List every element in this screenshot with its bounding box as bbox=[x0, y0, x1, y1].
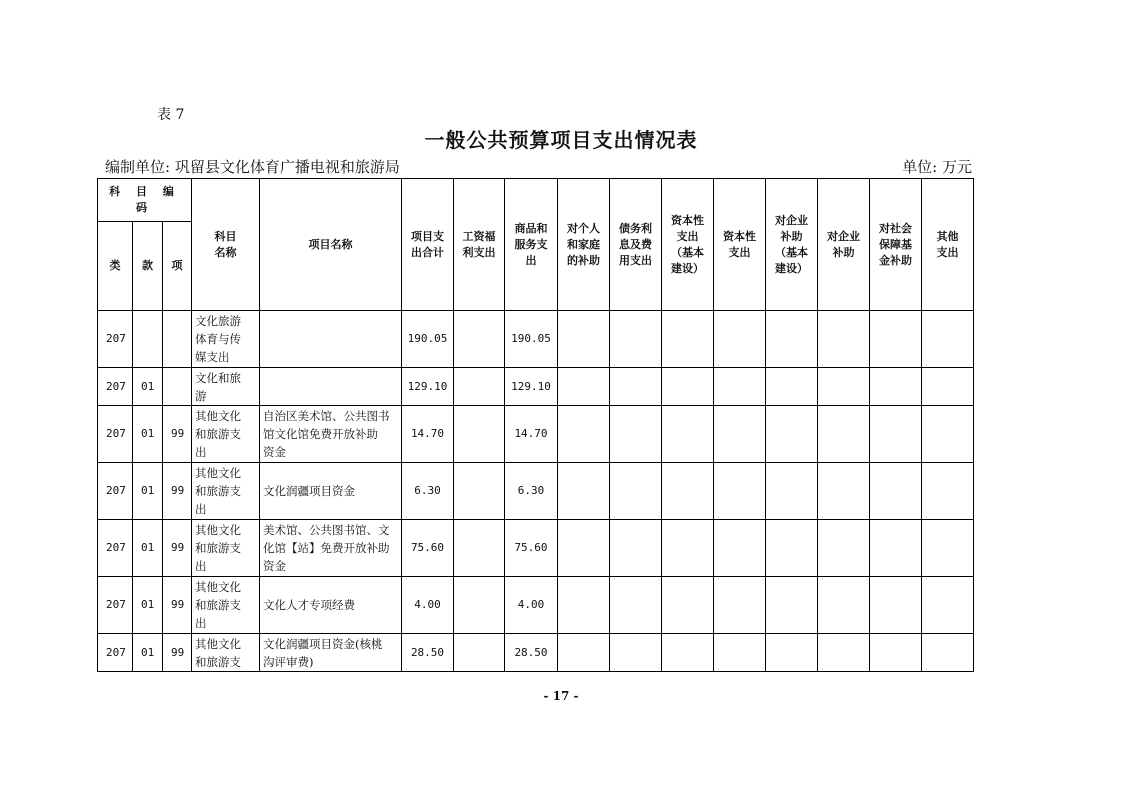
header-code-group: 科 目 编 码 bbox=[98, 179, 192, 222]
cell-project-name: 文化润疆项目资金(核桃 沟评审费) bbox=[260, 634, 402, 672]
cell-capital bbox=[714, 406, 766, 463]
cell-kuan: 01 bbox=[133, 634, 163, 672]
cell-wages bbox=[454, 463, 505, 520]
table-row bbox=[98, 520, 974, 577]
header-debt-text: 债务利 息及费 用支出 bbox=[619, 221, 652, 267]
cell-goods: 190.05 bbox=[505, 311, 558, 368]
cell-goods: 4.00 bbox=[505, 577, 558, 634]
header-subject-name bbox=[192, 179, 260, 311]
cell-subject-name: 文化旅游 体育与传 媒支出 bbox=[192, 311, 260, 368]
cell-goods: 14.70 bbox=[505, 406, 558, 463]
cell-total: 190.05 bbox=[402, 311, 454, 368]
cell-kuan: 01 bbox=[133, 463, 163, 520]
header-kuan: 款 bbox=[133, 222, 163, 311]
cell-social-security bbox=[870, 368, 922, 406]
cell-social-security bbox=[870, 577, 922, 634]
cell-capital-basic bbox=[662, 463, 714, 520]
cell-capital bbox=[714, 368, 766, 406]
cell-total: 6.30 bbox=[402, 463, 454, 520]
cell-debt bbox=[610, 634, 662, 672]
cell-personal bbox=[558, 577, 610, 634]
header-total bbox=[402, 179, 454, 311]
cell-debt bbox=[610, 368, 662, 406]
cell-capital-basic bbox=[662, 520, 714, 577]
table-number: 表 7 bbox=[157, 107, 185, 123]
cell-wages bbox=[454, 520, 505, 577]
cell-xiang: 99 bbox=[163, 634, 192, 672]
cell-other bbox=[922, 368, 974, 406]
header-debt bbox=[610, 179, 662, 311]
cell-project-name: 文化人才专项经费 bbox=[260, 577, 402, 634]
cell-xiang: 99 bbox=[163, 577, 192, 634]
cell-capital-basic bbox=[662, 406, 714, 463]
cell-xiang: 99 bbox=[163, 406, 192, 463]
cell-lei: 207 bbox=[98, 463, 133, 520]
cell-personal bbox=[558, 520, 610, 577]
cell-debt bbox=[610, 577, 662, 634]
header-capital bbox=[714, 179, 766, 311]
header-project-name: 项目名称 bbox=[260, 179, 402, 311]
header-total-text: 项目支 出合计 bbox=[411, 229, 444, 259]
cell-personal bbox=[558, 311, 610, 368]
header-enterprise-basic-text: 对企业 补助 （基本 建设） bbox=[775, 213, 808, 275]
cell-social-security bbox=[870, 311, 922, 368]
header-other bbox=[922, 179, 974, 311]
cell-capital-basic bbox=[662, 368, 714, 406]
currency-unit: 单位: 万元 bbox=[902, 158, 972, 176]
expenditure-table bbox=[97, 178, 974, 672]
cell-social-security bbox=[870, 634, 922, 672]
cell-other bbox=[922, 577, 974, 634]
cell-debt bbox=[610, 463, 662, 520]
header-capital-basic bbox=[662, 179, 714, 311]
cell-other bbox=[922, 311, 974, 368]
cell-debt bbox=[610, 311, 662, 368]
cell-lei: 207 bbox=[98, 311, 133, 368]
cell-kuan: 01 bbox=[133, 577, 163, 634]
table-row bbox=[98, 634, 974, 672]
header-enterprise-basic bbox=[766, 179, 818, 311]
cell-subject-name: 其他文化 和旅游支 bbox=[192, 634, 260, 672]
cell-lei: 207 bbox=[98, 368, 133, 406]
cell-subject-name: 其他文化 和旅游支 出 bbox=[192, 577, 260, 634]
cell-xiang bbox=[163, 368, 192, 406]
cell-enterprise-basic bbox=[766, 311, 818, 368]
cell-capital bbox=[714, 634, 766, 672]
cell-lei: 207 bbox=[98, 634, 133, 672]
cell-enterprise-basic bbox=[766, 577, 818, 634]
cell-other bbox=[922, 463, 974, 520]
cell-kuan: 01 bbox=[133, 520, 163, 577]
cell-enterprise bbox=[818, 406, 870, 463]
cell-enterprise-basic bbox=[766, 368, 818, 406]
cell-xiang bbox=[163, 311, 192, 368]
header-personal-text: 对个人 和家庭 的补助 bbox=[567, 221, 600, 267]
cell-total: 75.60 bbox=[402, 520, 454, 577]
cell-capital bbox=[714, 463, 766, 520]
table-row bbox=[98, 311, 974, 368]
header-goods bbox=[505, 179, 558, 311]
header-enterprise bbox=[818, 179, 870, 311]
cell-debt bbox=[610, 520, 662, 577]
cell-enterprise bbox=[818, 463, 870, 520]
header-enterprise-text: 对企业 补助 bbox=[827, 229, 860, 259]
cell-goods: 129.10 bbox=[505, 368, 558, 406]
header-other-text: 其他 支出 bbox=[936, 229, 959, 259]
cell-subject-name: 文化和旅 游 bbox=[192, 368, 260, 406]
cell-project-name: 自治区美术馆、公共图书 馆文化馆免费开放补助 资金 bbox=[260, 406, 402, 463]
cell-lei: 207 bbox=[98, 406, 133, 463]
cell-goods: 28.50 bbox=[505, 634, 558, 672]
cell-project-name: 文化润疆项目资金 bbox=[260, 463, 402, 520]
table-row bbox=[98, 577, 974, 634]
cell-goods: 6.30 bbox=[505, 463, 558, 520]
cell-wages bbox=[454, 406, 505, 463]
cell-personal bbox=[558, 634, 610, 672]
cell-personal bbox=[558, 368, 610, 406]
table-row bbox=[98, 463, 974, 520]
cell-kuan: 01 bbox=[133, 368, 163, 406]
table-row bbox=[98, 406, 974, 463]
cell-subject-name: 其他文化 和旅游支 出 bbox=[192, 406, 260, 463]
cell-goods: 75.60 bbox=[505, 520, 558, 577]
page-title: 一般公共预算项目支出情况表 bbox=[424, 128, 698, 152]
cell-enterprise-basic bbox=[766, 520, 818, 577]
header-subject-name-text: 科目 名称 bbox=[214, 229, 237, 259]
cell-capital bbox=[714, 577, 766, 634]
cell-enterprise-basic bbox=[766, 463, 818, 520]
header-goods-text: 商品和 服务支 出 bbox=[514, 221, 548, 267]
cell-other bbox=[922, 406, 974, 463]
cell-total: 14.70 bbox=[402, 406, 454, 463]
cell-xiang: 99 bbox=[163, 520, 192, 577]
header-row-1 bbox=[98, 179, 974, 222]
header-wages-text: 工资福 利支出 bbox=[462, 229, 496, 259]
cell-wages bbox=[454, 368, 505, 406]
cell-wages bbox=[454, 311, 505, 368]
cell-enterprise bbox=[818, 634, 870, 672]
cell-other bbox=[922, 520, 974, 577]
cell-personal bbox=[558, 406, 610, 463]
cell-social-security bbox=[870, 463, 922, 520]
cell-total: 129.10 bbox=[402, 368, 454, 406]
header-personal bbox=[558, 179, 610, 311]
cell-capital bbox=[714, 311, 766, 368]
cell-wages bbox=[454, 577, 505, 634]
cell-kuan bbox=[133, 311, 163, 368]
header-wages bbox=[454, 179, 505, 311]
header-social-security bbox=[870, 179, 922, 311]
cell-debt bbox=[610, 406, 662, 463]
cell-capital bbox=[714, 520, 766, 577]
cell-enterprise bbox=[818, 311, 870, 368]
cell-lei: 207 bbox=[98, 577, 133, 634]
cell-social-security bbox=[870, 520, 922, 577]
cell-enterprise bbox=[818, 577, 870, 634]
cell-lei: 207 bbox=[98, 520, 133, 577]
cell-subject-name: 其他文化 和旅游支 出 bbox=[192, 463, 260, 520]
cell-other bbox=[922, 634, 974, 672]
cell-social-security bbox=[870, 406, 922, 463]
cell-enterprise bbox=[818, 368, 870, 406]
cell-xiang: 99 bbox=[163, 463, 192, 520]
cell-wages bbox=[454, 634, 505, 672]
cell-capital-basic bbox=[662, 577, 714, 634]
table-row bbox=[98, 368, 974, 406]
header-lei: 类 bbox=[98, 222, 133, 311]
page-number: - 17 - bbox=[543, 689, 579, 703]
cell-personal bbox=[558, 463, 610, 520]
header-capital-text: 资本性 支出 bbox=[723, 229, 756, 259]
compiling-unit: 编制单位: 巩留县文化体育广播电视和旅游局 bbox=[105, 158, 400, 176]
cell-enterprise bbox=[818, 520, 870, 577]
cell-capital-basic bbox=[662, 634, 714, 672]
cell-enterprise-basic bbox=[766, 406, 818, 463]
cell-total: 28.50 bbox=[402, 634, 454, 672]
header-social-security-text: 对社会 保障基 金补助 bbox=[879, 221, 912, 267]
cell-total: 4.00 bbox=[402, 577, 454, 634]
table-body bbox=[98, 311, 974, 672]
cell-kuan: 01 bbox=[133, 406, 163, 463]
header-xiang: 项 bbox=[163, 222, 192, 311]
cell-project-name bbox=[260, 368, 402, 406]
cell-project-name: 美术馆、公共图书馆、文 化馆【站】免费开放补助 资金 bbox=[260, 520, 402, 577]
cell-capital-basic bbox=[662, 311, 714, 368]
cell-subject-name: 其他文化 和旅游支 出 bbox=[192, 520, 260, 577]
cell-project-name bbox=[260, 311, 402, 368]
cell-enterprise-basic bbox=[766, 634, 818, 672]
header-capital-basic-text: 资本性 支出 （基本 建设） bbox=[671, 213, 704, 275]
